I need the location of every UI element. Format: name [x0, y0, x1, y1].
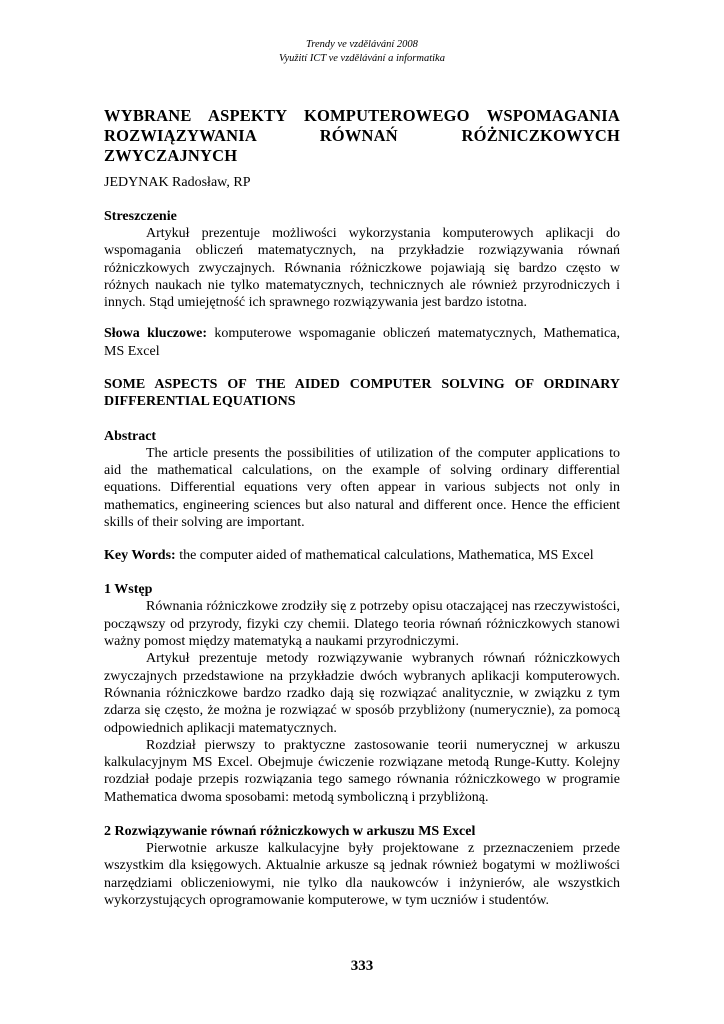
section1-paragraph-1: Równania różniczkowe zrodziły się z potrzeby opisu otaczającej nas rzeczywistości, począwszy od przyrody, fizyki czy chemii. Dlatego teoria równań różniczkowych stanowi ważny pomost między matematyką a naukami przyrodniczymi. — [104, 599, 620, 650]
section2-heading: 2 Rozwiązywanie równań różniczkowych w arkuszu MS Excel — [104, 824, 476, 840]
title-line-3: ZWYCZAJNYCH — [104, 146, 238, 165]
streszczenie-text: Artykuł prezentuje możliwości wykorzystania komputerowych aplikacji do wspomagania obliczeń matematycznych, na przykładzie rozwiązywania równań różniczkowych zwyczajnych. Równania różniczkowe pojawiają się bardzo często w różnych naukach nie tylko matematycznych, technicznych ale również przyrodniczych i innych. Stąd umiejętność ich sprawnego rozwiązywania jest bardzo istotna. — [104, 226, 620, 311]
slowa-kluczowe-label: Słowa kluczowe: — [104, 326, 207, 342]
slowa-kluczowe-text: komputerowe wspomaganie obliczeń matematycznych, Mathematica, MS Excel — [104, 326, 620, 359]
title-line-2: ROZWIĄZYWANIA RÓWNAŃ RÓŻNICZKOWYCH — [104, 126, 620, 145]
page-number: 333 — [350, 958, 374, 974]
running-header-line2: Využití ICT ve vzdělávání a informatika — [279, 53, 445, 64]
english-title-line-2: DIFFERENTIAL EQUATIONS — [104, 394, 296, 410]
paper-title — [104, 106, 620, 166]
slowa-kluczowe — [104, 325, 620, 360]
key-words — [104, 547, 620, 564]
title-line-1: WYBRANE ASPEKTY KOMPUTEROWEGO WSPOMAGANIA — [104, 106, 620, 125]
abstract-heading: Abstract — [104, 428, 157, 444]
english-title — [104, 376, 620, 411]
page-content — [104, 38, 620, 909]
section2-paragraph-1: Pierwotnie arkusze kalkulacyjne były projektowane z przeznaczeniem przede wszystkim dla księgowych. Aktualnie arkusze są jednak również bogatymi w możliwości narzędziami obliczeniowymi, nie tylko dla naukowców i inżynierów, ale wszystkich wykorzystujących oprogramowanie komputerowe, w tym uczniów i studentów. — [104, 841, 620, 908]
author: JEDYNAK Radosław, RP — [104, 175, 251, 190]
section1-paragraph-3: Rozdział pierwszy to praktyczne zastosowanie teorii numerycznej w arkuszu kalkulacyjnym MS Excel. Obejmuje ćwiczenie rozwiązane metodą Runge-Kutty. Kolejny rozdział podaje przepis rozwiązania tego samego równania różniczkowego w programie Mathematica dwoma sposobami: metodą symboliczną i przybliżoną. — [104, 737, 620, 805]
key-words-text: the computer aided of mathematical calculations, Mathematica, MS Excel — [175, 548, 594, 564]
section1-heading: 1 Wstęp — [104, 582, 153, 598]
english-title-line-1: SOME ASPECTS OF THE AIDED COMPUTER SOLVING OF ORDINARY — [104, 377, 620, 393]
section1-paragraph-2: Artykuł prezentuje metody rozwiązywanie wybranych równań różniczkowych zwyczajnych przedstawione na przykładzie dwóch wybranych aplikacji komputerowych. Równania różniczkowe bardzo rzadko dają się rozwiązać analitycznie, w związku z tym zdarza się często, że można je rozwiązać w sposób przybliżony (numerycznie), za pomocą odpowiednich aplikacji matematycznych. — [104, 651, 620, 736]
abstract-text: The article presents the possibilities of utilization of the computer applications to aid the mathematical calculations, on the example of solving ordinary differential equations. Differential equations very often appear in various subjects not only in mathematics, engineering sciences but also natural and different once. Hence the efficient skills of their solving are important. — [104, 445, 620, 530]
key-words-label: Key Words: — [104, 548, 176, 564]
streszczenie-heading: Streszczenie — [104, 209, 177, 224]
running-header-line1: Trendy ve vzdělávání 2008 — [306, 39, 418, 50]
